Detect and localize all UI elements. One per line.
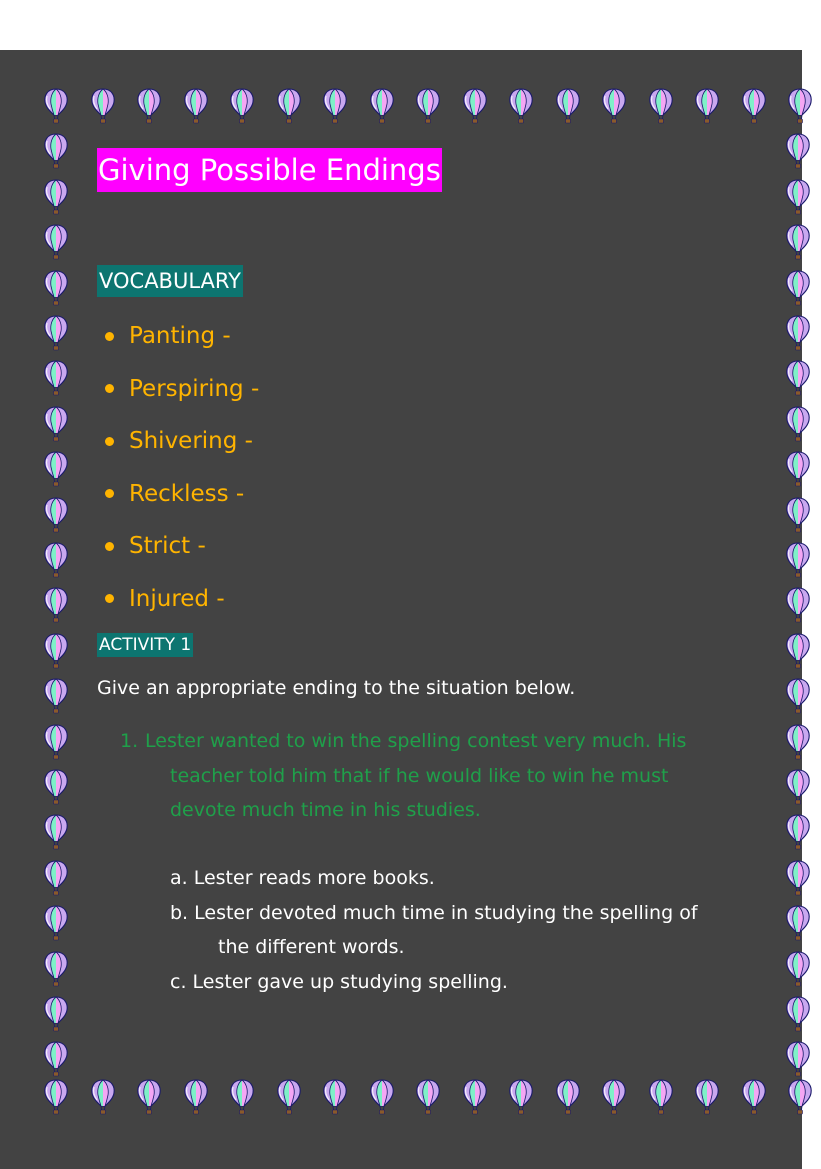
- instruction-text: Give an appropriate ending to the situation below.: [97, 677, 576, 699]
- choice-c: [170, 965, 698, 1000]
- choice-text: a. Lester reads more books.: [170, 867, 435, 889]
- vocabulary-word: Strict -: [129, 533, 206, 560]
- question-1: [120, 724, 760, 828]
- choice-b: [170, 896, 698, 965]
- bullet-icon: [105, 489, 114, 498]
- list-item: [105, 420, 259, 473]
- page-title: Giving Possible Endings: [97, 148, 442, 192]
- bullet-icon: [105, 594, 114, 603]
- vocabulary-word: Panting -: [129, 323, 231, 350]
- choice-text-continued: the different words.: [218, 936, 405, 958]
- answer-choices: [170, 861, 698, 999]
- bullet-icon: [105, 384, 114, 393]
- question-line: [120, 724, 760, 759]
- list-item: [105, 315, 259, 368]
- choice-text: c. Lester gave up studying spelling.: [170, 970, 508, 993]
- vocabulary-word: Injured -: [129, 585, 225, 612]
- list-item: [105, 525, 259, 578]
- vocabulary-word: Reckless -: [129, 480, 245, 507]
- list-item: [105, 578, 259, 631]
- question-line: teacher told him that if he would like to win he must: [170, 764, 669, 787]
- bullet-icon: [105, 437, 114, 446]
- question-text: Lester wanted to win the spelling contest very much. His: [145, 730, 687, 752]
- choice-a: [170, 861, 698, 896]
- bullet-icon: [105, 542, 114, 551]
- vocabulary-word: Perspiring -: [129, 375, 260, 402]
- vocabulary-heading: VOCABULARY: [97, 265, 243, 297]
- vocabulary-list: [105, 315, 259, 630]
- list-item: [105, 368, 259, 421]
- question-number: 1.: [120, 730, 139, 752]
- choice-text: b. Lester devoted much time in studying the spelling of: [170, 901, 698, 924]
- question-line: devote much time in his studies.: [170, 799, 481, 821]
- vocabulary-word: Shivering -: [129, 428, 253, 455]
- activity-heading: ACTIVITY 1: [99, 635, 192, 655]
- list-item: [105, 473, 259, 526]
- bullet-icon: [105, 332, 114, 341]
